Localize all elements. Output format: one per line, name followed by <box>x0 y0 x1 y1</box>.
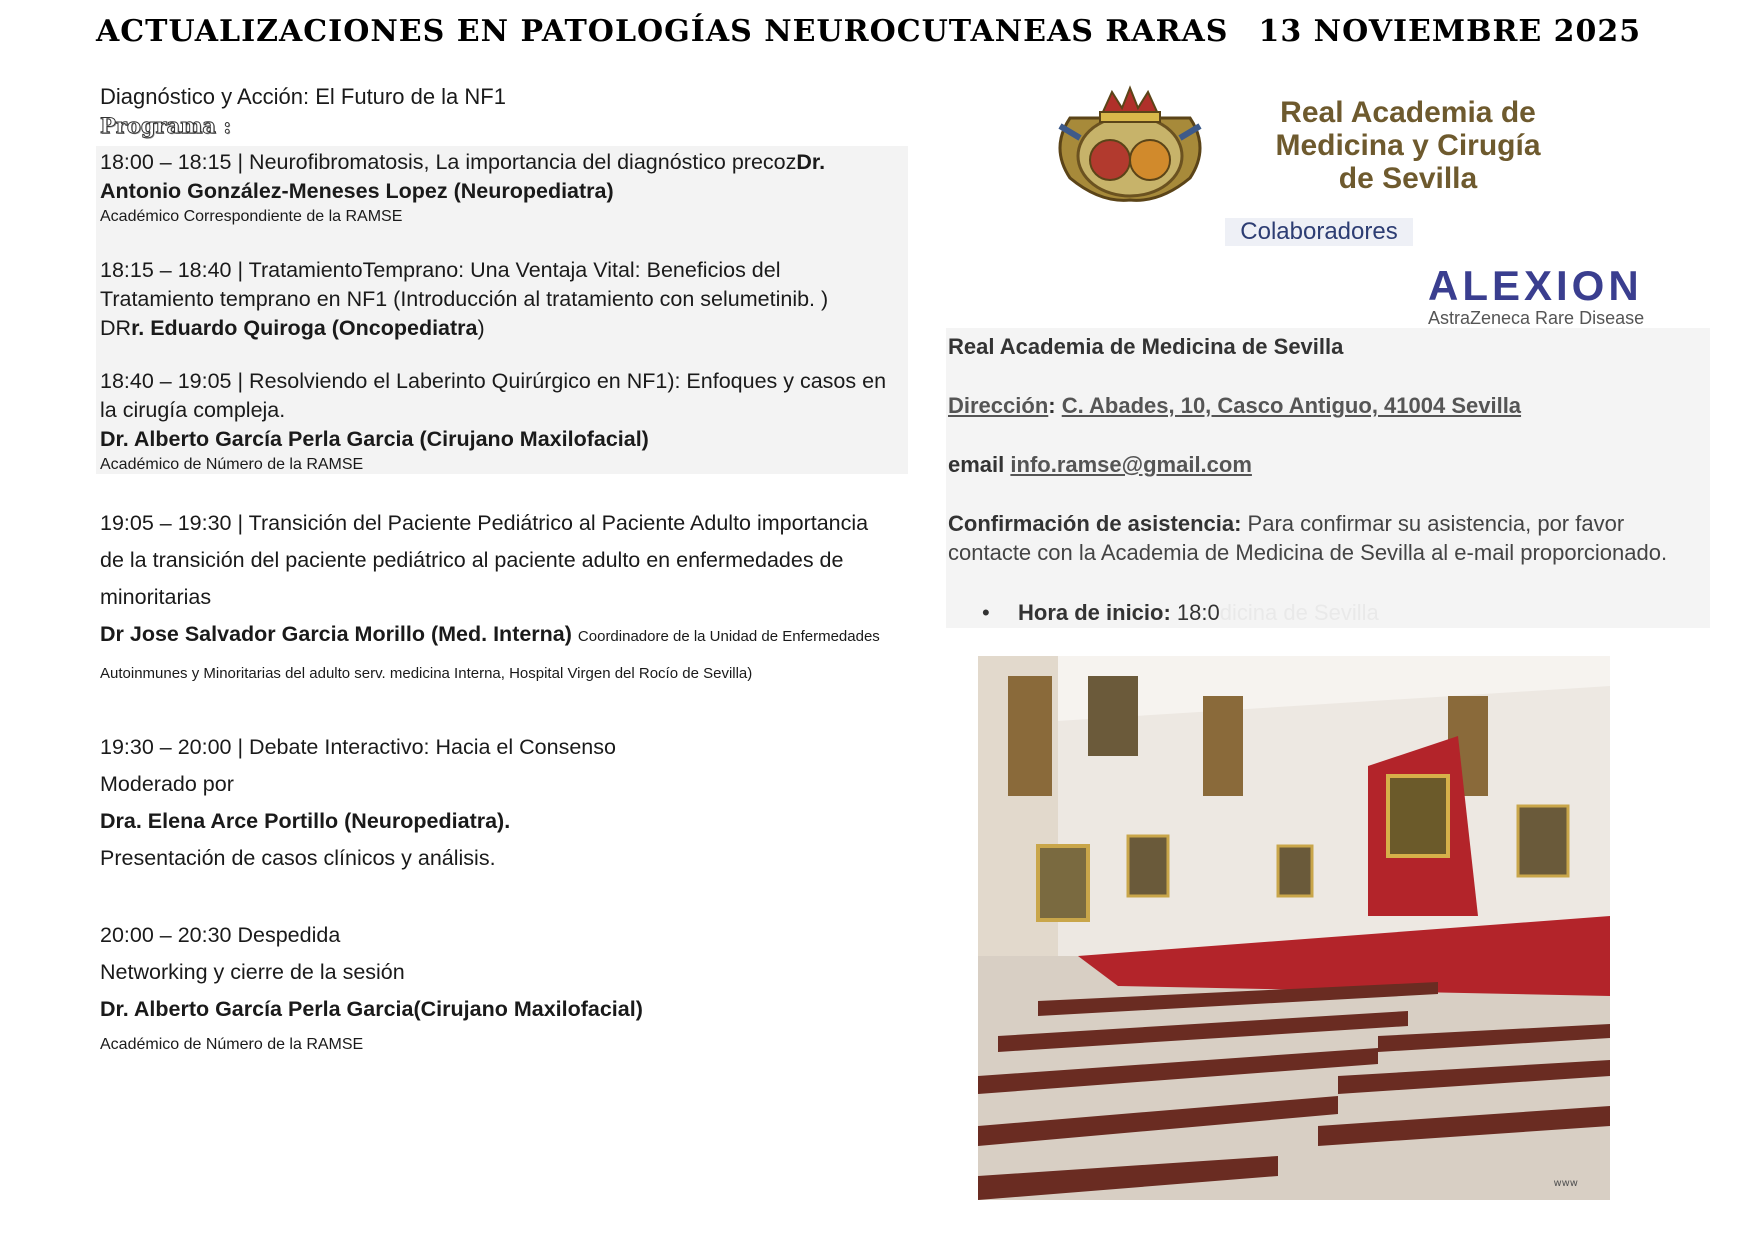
alexion-name: ALEXION <box>1428 262 1643 309</box>
address-label: Dirección <box>948 393 1049 418</box>
session-1-speaker: Antonio González-Meneses Lopez (Neuropediatra) <box>100 179 614 203</box>
photo-watermark: www <box>1553 1178 1578 1189</box>
session-1-speaker-a: Dr. <box>796 150 826 174</box>
session-4-speaker: Dr Jose Salvador Garcia Morillo (Med. Interna) <box>100 622 572 646</box>
session-2-speaker-post: ) <box>477 316 485 340</box>
session-3-line1: 18:40 – 19:05 | Resolviendo el Laberinto Quirúrgico en NF1): Enfoques y casos en <box>100 369 887 393</box>
alexion-logo <box>1428 262 1678 328</box>
session-4-line3: minoritarias <box>100 585 212 609</box>
session-4-note2: Autoinmunes y Minoritarias del adulto serv. medicina Interna, Hospital Virgen del Rocío de Sevilla) <box>100 665 753 682</box>
venue-info: Real Academia de Medicina de Sevilla Dirección: C. Abades, 10, Casco Antiguo, 41004 Sevilla email info.ramse@gmail.com Confirmación de asistencia: Para confirmar su asistencia, por favor contacte con la Academia de Medicina de Sevilla al e-mail proporcionado. • Hora de inicio: 18:0dicina de Sevilla <box>946 328 1710 628</box>
session-3 <box>100 367 900 476</box>
session-2-speaker-pre: DR <box>100 316 132 340</box>
bullet-icon: • <box>982 600 990 625</box>
session-1-note: Académico Correspondiente de la RAMSE <box>100 208 403 225</box>
email-link[interactable]: info.ramse@gmail.com <box>1010 452 1252 477</box>
session-2 <box>100 256 900 343</box>
session-2-line1: 18:15 – 18:40 | TratamientoTemprano: Una Ventaja Vital: Beneficios del <box>100 258 781 282</box>
email-label: email <box>948 452 1005 477</box>
session-1-title: 18:00 – 18:15 | Neurofibromatosis, La importancia del diagnóstico precoz <box>100 150 797 174</box>
session-1 <box>100 148 900 228</box>
ramse-logo-text <box>1228 96 1588 195</box>
ramse-line-2: Medicina y Cirugía <box>1275 129 1541 162</box>
session-3-speaker: Dr. Alberto García Perla Garcia (Cirujano Maxilofacial) <box>100 427 649 451</box>
page-title <box>96 14 1656 49</box>
program-label: Programa : <box>100 113 232 138</box>
ramse-line-1: Real Academia de <box>1280 96 1536 129</box>
confirm-label: Confirmación de asistencia: <box>948 511 1242 536</box>
event-date: 13 NOVIEMBRE 2025 <box>1258 14 1642 49</box>
session-4-line2: de la transición del paciente pediátrico al paciente adulto en enfermedades de <box>100 548 844 572</box>
session-2-line2: Tratamiento temprano en NF1 (Introducción al tratamiento con selumetinib. ) <box>100 287 829 311</box>
title-text: ACTUALIZACIONES EN PATOLOGÍAS NEUROCUTANEAS RARAS <box>96 14 1229 49</box>
session-4 <box>100 505 900 692</box>
session-5-line3: Presentación de casos clínicos y análisis. <box>100 846 496 870</box>
start-value: 18:0 <box>1176 600 1220 625</box>
venue-name: Real Academia de Medicina de Sevilla <box>948 334 1344 359</box>
program-subtitle: Diagnóstico y Acción: El Futuro de la NF1 <box>100 84 506 109</box>
session-5-speaker: Dra. Elena Arce Portillo (Neuropediatra). <box>100 809 511 833</box>
session-6-line2: Networking y cierre de la sesión <box>100 960 405 984</box>
session-6 <box>100 917 900 1056</box>
program-header <box>100 82 910 140</box>
start-faint-text: dicina de Sevilla <box>1219 600 1379 625</box>
session-3-line2: la cirugía compleja. <box>100 398 286 422</box>
session-5-line2: Moderado por <box>100 772 234 796</box>
session-2-speaker: r. Eduardo Quiroga (Oncopediatra <box>131 316 478 340</box>
hall-photo <box>978 656 1610 1200</box>
start-label: Hora de inicio: <box>1018 600 1171 625</box>
start-time <box>982 598 1618 627</box>
session-5-line1: 19:30 – 20:00 | Debate Interactivo: Hacia el Consenso <box>100 735 616 759</box>
session-4-line1: 19:05 – 19:30 | Transición del Paciente Pediátrico al Paciente Adulto importancia <box>100 511 869 535</box>
confirm-text-1: Para confirmar su asistencia, por favor <box>1247 511 1625 536</box>
ramse-crest-icon <box>1040 78 1220 214</box>
session-5 <box>100 729 900 877</box>
confirm-text-2: contacte con la Academia de Medicina de Sevilla al e-mail proporcionado. <box>948 540 1668 565</box>
ramse-line-3: de Sevilla <box>1338 162 1478 195</box>
address-value[interactable]: C. Abades, 10, Casco Antiguo, 41004 Sevilla <box>1061 393 1522 418</box>
session-6-note: Académico de Número de la RAMSE <box>100 1036 364 1053</box>
alexion-subtitle: AstraZeneca Rare Disease <box>1428 308 1645 328</box>
session-4-note1: Coordinadore de la Unidad de Enfermedades <box>577 628 880 645</box>
session-6-speaker: Dr. Alberto García Perla Garcia(Cirujano Maxilofacial) <box>100 997 643 1021</box>
session-6-line1: 20:00 – 20:30 Despedida <box>100 923 341 947</box>
collaborators-label: Colaboradores <box>1225 218 1413 246</box>
session-3-note: Académico de Número de la RAMSE <box>100 456 364 473</box>
